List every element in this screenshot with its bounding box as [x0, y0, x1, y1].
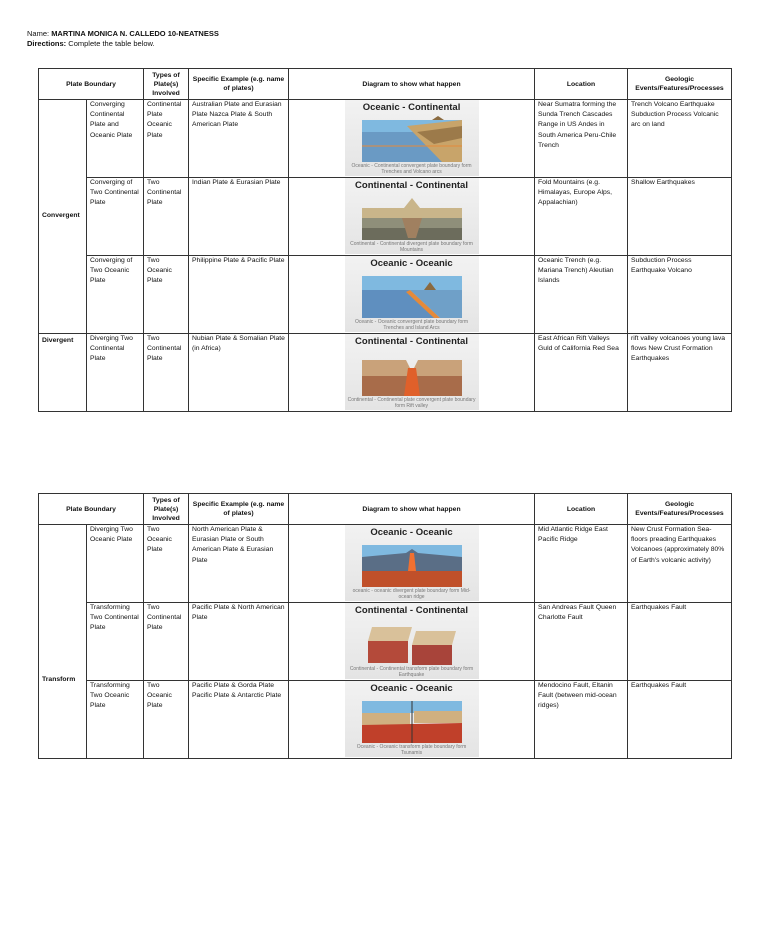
diagram-title: Oceanic - Oceanic: [370, 527, 453, 538]
location: Near Sumatra forming the Sunda Trench Cascades Range in US Andes in South America Peru-Chile Trench: [535, 100, 628, 178]
plate-example: Australian Plate and Eurasian Plate Nazca Plate & South American Plate: [189, 100, 289, 178]
plate-boundary-table-2: [38, 493, 732, 759]
table-header-row: [39, 69, 732, 100]
diagram-caption: Oceanic - Oceanic transform plate boundary form Tsunamis: [356, 744, 467, 756]
location: Mendocino Fault, Eltanin Fault (between mid-ocean ridges): [535, 681, 628, 759]
student-name: MARTINA MONICA N. CALLEDO 10-NEATNESS: [51, 29, 219, 38]
diagram-cell: [289, 525, 535, 603]
plate-types: Two Oceanic Plate: [144, 681, 189, 759]
boundary-blank: [39, 525, 87, 603]
geologic-events: Earthquakes Fault: [628, 603, 732, 681]
plate-types: Two Continental Plate: [144, 178, 189, 256]
plate-types: Two Continental Plate: [144, 334, 189, 412]
location: Oceanic Trench (e.g. Mariana Trench) Aleutian Islands: [535, 256, 628, 334]
location: East African Rift Valleys Guld of California Red Sea: [535, 334, 628, 412]
col-types: Types of Plate(s) Involved: [144, 494, 189, 525]
diagram-image: [345, 100, 479, 176]
plate-example: Nubian Plate & Somalian Plate (in Africa): [189, 334, 289, 412]
rift-valley-illustration: [362, 350, 462, 396]
table-row: [39, 525, 732, 603]
plate-example: Pacific Plate & North American Plate: [189, 603, 289, 681]
geologic-events: New Crust Formation Sea-floors preading Earthquakes Volcanoes (approximately 80% of Earth's volcanic activity): [628, 525, 732, 603]
diagram-cell: [289, 178, 535, 256]
boundary-transform: Transform: [39, 603, 87, 759]
plate-example: Philippine Plate & Pacific Plate: [189, 256, 289, 334]
col-example: Specific Example (e.g. name of plates): [189, 69, 289, 100]
directions-line: [27, 39, 155, 49]
diagram-title: Continental - Continental: [355, 180, 468, 191]
diagram-title: Oceanic - Oceanic: [370, 258, 453, 269]
table-row: [39, 178, 732, 256]
name-line: [27, 29, 219, 39]
col-location: Location: [535, 69, 628, 100]
diagram-cell: [289, 100, 535, 178]
diagram-image: [345, 525, 479, 601]
plate-types: Continental Plate Oceanic Plate: [144, 100, 189, 178]
diagram-caption: Continental - Continental divergent plate boundary form Mountains: [350, 241, 473, 253]
diagram-title: Continental - Continental: [355, 605, 468, 616]
diagram-image: [345, 681, 479, 757]
location: Mid Atlantic Ridge East Pacific Ridge: [535, 525, 628, 603]
boundary-desc: Converging of Two Oceanic Plate: [87, 256, 144, 334]
col-events: Geologic Events/Features/Processes: [628, 69, 732, 100]
diagram-caption: Oceanic - Oceanic convergent plate boundary form Trenches and Island Arcs: [354, 319, 469, 331]
oceanic-transform-illustration: [362, 697, 462, 743]
diagram-caption: Continental - Continental plate convergent plate boundary form Rift valley: [347, 397, 476, 409]
oceanic-continental-illustration: [362, 116, 462, 162]
geologic-events: Trench Volcano Earthquake Subduction Process Volcanic arc on land: [628, 100, 732, 178]
plate-types: Two Oceanic Plate: [144, 256, 189, 334]
diagram-cell: [289, 603, 535, 681]
plate-types: Two Oceanic Plate: [144, 525, 189, 603]
col-diagram: Diagram to show what happen: [289, 494, 535, 525]
plate-boundary-table-1: [38, 68, 732, 412]
boundary-desc: Converging of Two Continental Plate: [87, 178, 144, 256]
geologic-events: Shallow Earthquakes: [628, 178, 732, 256]
boundary-desc: Diverging Two Oceanic Plate: [87, 525, 144, 603]
diagram-cell: [289, 334, 535, 412]
location: San Andreas Fault Queen Charlotte Fault: [535, 603, 628, 681]
col-events: Geologic Events/Features/Processes: [628, 494, 732, 525]
table-row: [39, 100, 732, 178]
diagram-caption: oceanic - oceanic divergent plate boundary form Mid-ocean ridge: [352, 588, 471, 600]
diagram-image: [345, 603, 479, 679]
diagram-image: [345, 256, 479, 332]
plate-example: North American Plate & Eurasian Plate or South American Plate & Eurasian Plate: [189, 525, 289, 603]
oceanic-oceanic-illustration: [362, 272, 462, 318]
plate-example: Pacific Plate & Gorda Plate Pacific Plate & Antarctic Plate: [189, 681, 289, 759]
geologic-events: Earthquakes Fault: [628, 681, 732, 759]
boundary-desc: Diverging Two Continental Plate: [87, 334, 144, 412]
boundary-divergent: Divergent: [39, 334, 87, 412]
table-row: [39, 681, 732, 759]
plate-example: Indian Plate & Eurasian Plate: [189, 178, 289, 256]
directions-text: Complete the table below.: [68, 39, 155, 48]
col-diagram: Diagram to show what happen: [289, 69, 535, 100]
diagram-title: Oceanic - Continental: [362, 102, 461, 113]
col-types: Types of Plate(s) Involved: [144, 69, 189, 100]
boundary-convergent: Convergent: [39, 100, 87, 334]
boundary-desc: Transforming Two Continental Plate: [87, 603, 144, 681]
col-plate-boundary: Plate Boundary: [39, 69, 144, 100]
plate-types: Two Continental Plate: [144, 603, 189, 681]
transform-fault-illustration: [362, 619, 462, 665]
diagram-title: Continental - Continental: [355, 336, 468, 347]
diagram-image: [345, 334, 479, 410]
diagram-cell: [289, 681, 535, 759]
boundary-desc: Converging Continental Plate and Oceanic Plate: [87, 100, 144, 178]
directions-label: Directions:: [27, 39, 67, 48]
name-label: Name:: [27, 29, 50, 38]
geologic-events: Subduction Process Earthquake Volcano: [628, 256, 732, 334]
diagram-caption: Oceanic - Continental convergent plate boundary form Trenches and Volcano arcs: [351, 163, 472, 175]
col-example: Specific Example (e.g. name of plates): [189, 494, 289, 525]
table-row: [39, 334, 732, 412]
col-plate-boundary: Plate Boundary: [39, 494, 144, 525]
boundary-desc: Transforming Two Oceanic Plate: [87, 681, 144, 759]
location: Fold Mountains (e.g. Himalayas, Europe Alps, Appalachian): [535, 178, 628, 256]
table-row: [39, 256, 732, 334]
geologic-events: rift valley volcanoes young lava flows New Crust Formation Earthquakes: [628, 334, 732, 412]
diagram-cell: [289, 256, 535, 334]
col-location: Location: [535, 494, 628, 525]
table-header-row: [39, 494, 732, 525]
diagram-title: Oceanic - Oceanic: [370, 683, 453, 694]
diagram-image: [345, 178, 479, 254]
continental-continental-illustration: [362, 194, 462, 240]
table-row: [39, 603, 732, 681]
diagram-caption: Continental - Continental transform plate boundary form Earthquake: [349, 666, 474, 678]
mid-ocean-ridge-illustration: [362, 541, 462, 587]
